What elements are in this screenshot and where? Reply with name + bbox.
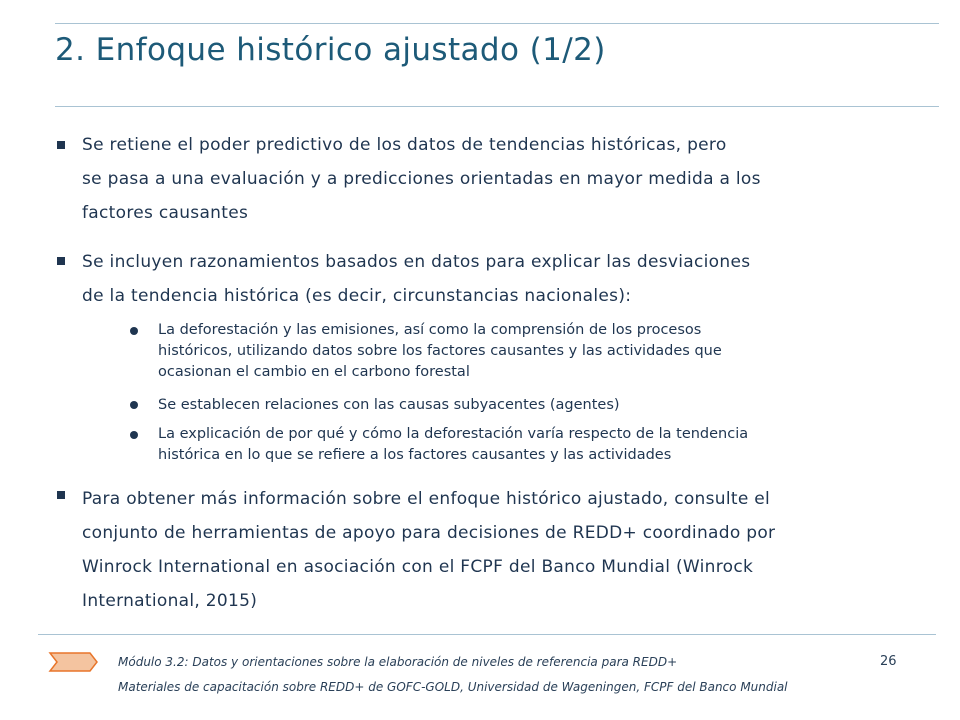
footer-credits: Materiales de capacitación sobre REDD+ de GOFC-GOLD, Universidad de Wageningen, FCPF del Banco Mundial [118, 680, 788, 694]
page-number: 26 [880, 654, 897, 669]
square-bullet-icon [57, 141, 65, 149]
square-bullet-icon [57, 257, 65, 265]
bullet-text-line: de la tendencia histórica (es decir, circunstancias nacionales): [82, 286, 632, 306]
round-bullet-icon [130, 327, 138, 335]
chevron-arrow-icon [48, 650, 100, 678]
sub-bullet-text-line: La explicación de por qué y cómo la deforestación varía respecto de la tendencia [158, 426, 749, 442]
slide-title: 2. Enfoque histórico ajustado (1/2) [55, 32, 606, 68]
sub-bullet-item [158, 395, 938, 416]
bullet-text-line: factores causantes [82, 203, 249, 223]
bullet-item [82, 245, 942, 313]
sub-bullet-item [158, 424, 938, 466]
sub-bullet-item [158, 320, 938, 383]
square-bullet-icon [57, 491, 65, 499]
sub-bullet-text-line: ocasionan el cambio en el carbono forestal [158, 364, 470, 380]
bullet-text-line: Para obtener más información sobre el enfoque histórico ajustado, consulte el [82, 489, 771, 509]
bullet-text-line: Se retiene el poder predictivo de los datos de tendencias históricas, pero [82, 135, 727, 155]
bullet-text-line: Winrock International en asociación con el FCPF del Banco Mundial (Winrock [82, 557, 754, 577]
round-bullet-icon [130, 401, 138, 409]
bullet-text-line: se pasa a una evaluación y a predicciones orientadas en mayor medida a los [82, 169, 761, 189]
sub-bullet-text-line: histórica en lo que se refiere a los factores causantes y las actividades [158, 447, 672, 463]
footer-module-title: Módulo 3.2: Datos y orientaciones sobre la elaboración de niveles de referencia para REDD+ [118, 655, 678, 669]
sub-bullet-text-line: históricos, utilizando datos sobre los factores causantes y las actividades que [158, 343, 722, 359]
sub-bullet-text-line: Se establecen relaciones con las causas subyacentes (agentes) [158, 397, 620, 413]
sub-bullet-text-line: La deforestación y las emisiones, así como la comprensión de los procesos [158, 322, 702, 338]
title-divider [55, 106, 939, 107]
bullet-item [82, 482, 942, 618]
footer-divider [38, 634, 936, 635]
bullet-text-line: Se incluyen razonamientos basados en datos para explicar las desviaciones [82, 252, 751, 272]
round-bullet-icon [130, 431, 138, 439]
bullet-text-line: International, 2015) [82, 591, 258, 611]
bullet-item [82, 128, 942, 230]
top-divider [55, 23, 939, 24]
bullet-text-line: conjunto de herramientas de apoyo para decisiones de REDD+ coordinado por [82, 523, 776, 543]
